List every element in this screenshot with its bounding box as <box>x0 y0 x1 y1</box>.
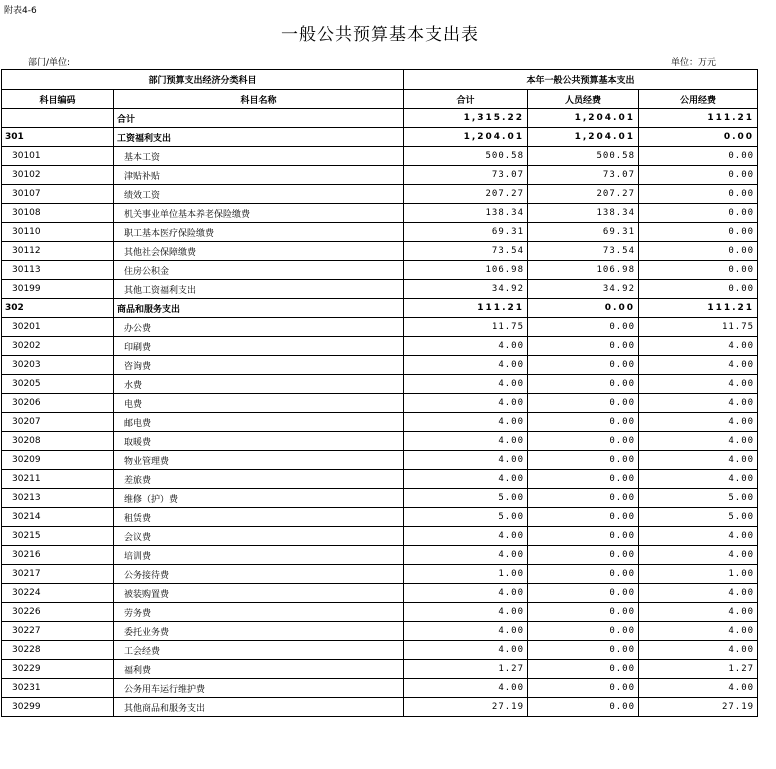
header-name: 科目名称 <box>114 90 404 109</box>
row-name: 水费 <box>114 375 404 394</box>
row-code: 30211 <box>2 470 114 489</box>
row-code: 30206 <box>2 394 114 413</box>
page-title: 一般公共预算基本支出表 <box>281 25 479 45</box>
table-row <box>2 432 758 451</box>
table-row <box>2 489 758 508</box>
row-name: 办公费 <box>114 318 404 337</box>
row-public: 4.00 <box>639 337 758 356</box>
row-personnel: 0.00 <box>528 527 639 546</box>
row-personnel: 207.27 <box>528 185 639 204</box>
row-total: 1.00 <box>404 565 528 584</box>
row-total: 106.98 <box>404 261 528 280</box>
header-code: 科目编码 <box>2 90 114 109</box>
row-total: 34.92 <box>404 280 528 299</box>
row-personnel: 0.00 <box>528 451 639 470</box>
row-total: 4.00 <box>404 603 528 622</box>
row-personnel: 73.54 <box>528 242 639 261</box>
table-row <box>2 394 758 413</box>
row-personnel: 0.00 <box>528 584 639 603</box>
row-name: 津贴补贴 <box>114 166 404 185</box>
row-personnel: 0.00 <box>528 337 639 356</box>
row-public: 4.00 <box>639 470 758 489</box>
row-personnel: 0.00 <box>528 622 639 641</box>
table-row <box>2 546 758 565</box>
row-code: 30228 <box>2 641 114 660</box>
table-row <box>2 584 758 603</box>
row-total: 69.31 <box>404 223 528 242</box>
row-name: 公务用车运行维护费 <box>114 679 404 698</box>
row-public: 0.00 <box>639 242 758 261</box>
total-personnel: 1,204.01 <box>528 109 639 128</box>
row-code: 302 <box>2 299 114 318</box>
table-row <box>2 698 758 717</box>
row-public: 4.00 <box>639 413 758 432</box>
row-personnel: 73.07 <box>528 166 639 185</box>
table-row <box>2 280 758 299</box>
row-personnel: 0.00 <box>528 375 639 394</box>
row-code: 30217 <box>2 565 114 584</box>
row-name: 物业管理费 <box>114 451 404 470</box>
table-row <box>2 527 758 546</box>
total-code <box>2 109 114 128</box>
row-public: 0.00 <box>639 261 758 280</box>
table-row <box>2 375 758 394</box>
row-name: 电费 <box>114 394 404 413</box>
row-code: 30108 <box>2 204 114 223</box>
row-total: 4.00 <box>404 356 528 375</box>
row-code: 30205 <box>2 375 114 394</box>
header-group-right: 本年一般公共预算基本支出 <box>404 70 758 90</box>
row-total: 5.00 <box>404 489 528 508</box>
row-name: 维修（护）费 <box>114 489 404 508</box>
row-public: 111.21 <box>639 299 758 318</box>
row-code: 30110 <box>2 223 114 242</box>
row-public: 0.00 <box>639 204 758 223</box>
table-row <box>2 660 758 679</box>
row-total: 1,204.01 <box>404 128 528 147</box>
row-code: 30102 <box>2 166 114 185</box>
row-name: 被装购置费 <box>114 584 404 603</box>
row-public: 0.00 <box>639 166 758 185</box>
row-code: 30201 <box>2 318 114 337</box>
row-code: 30203 <box>2 356 114 375</box>
table-row <box>2 223 758 242</box>
row-code: 30209 <box>2 451 114 470</box>
row-public: 5.00 <box>639 489 758 508</box>
row-name: 会议费 <box>114 527 404 546</box>
row-total: 4.00 <box>404 584 528 603</box>
table-row <box>2 603 758 622</box>
table-row <box>2 337 758 356</box>
row-name: 劳务费 <box>114 603 404 622</box>
row-total: 73.54 <box>404 242 528 261</box>
row-total: 4.00 <box>404 679 528 698</box>
row-public: 0.00 <box>639 147 758 166</box>
row-personnel: 0.00 <box>528 394 639 413</box>
row-name: 其他商品和服务支出 <box>114 698 404 717</box>
row-public: 4.00 <box>639 451 758 470</box>
table-row <box>2 204 758 223</box>
table-row <box>2 641 758 660</box>
row-total: 4.00 <box>404 641 528 660</box>
row-total: 4.00 <box>404 432 528 451</box>
row-personnel: 0.00 <box>528 546 639 565</box>
row-public: 1.00 <box>639 565 758 584</box>
row-personnel: 69.31 <box>528 223 639 242</box>
row-code: 30208 <box>2 432 114 451</box>
row-name: 商品和服务支出 <box>114 299 404 318</box>
row-name: 取暖费 <box>114 432 404 451</box>
row-name: 培训费 <box>114 546 404 565</box>
total-total: 1,315.22 <box>404 109 528 128</box>
row-name: 工资福利支出 <box>114 128 404 147</box>
table-row <box>2 470 758 489</box>
row-public: 0.00 <box>639 223 758 242</box>
row-personnel: 0.00 <box>528 565 639 584</box>
row-code: 30207 <box>2 413 114 432</box>
row-personnel: 106.98 <box>528 261 639 280</box>
row-personnel: 0.00 <box>528 432 639 451</box>
row-total: 4.00 <box>404 622 528 641</box>
row-public: 4.00 <box>639 603 758 622</box>
row-public: 4.00 <box>639 394 758 413</box>
row-total: 5.00 <box>404 508 528 527</box>
row-total: 138.34 <box>404 204 528 223</box>
row-total: 4.00 <box>404 337 528 356</box>
row-code: 30227 <box>2 622 114 641</box>
row-total: 73.07 <box>404 166 528 185</box>
row-total: 4.00 <box>404 394 528 413</box>
row-code: 30199 <box>2 280 114 299</box>
row-name: 工会经费 <box>114 641 404 660</box>
header-group-left: 部门预算支出经济分类科目 <box>2 70 404 90</box>
row-total: 27.19 <box>404 698 528 717</box>
row-name: 其他社会保障缴费 <box>114 242 404 261</box>
row-public: 0.00 <box>639 280 758 299</box>
row-total: 207.27 <box>404 185 528 204</box>
header-row-columns <box>2 90 758 109</box>
row-public: 4.00 <box>639 622 758 641</box>
row-code: 30112 <box>2 242 114 261</box>
category-row <box>2 128 758 147</box>
row-public: 1.27 <box>639 660 758 679</box>
row-public: 4.00 <box>639 375 758 394</box>
row-name: 机关事业单位基本养老保险缴费 <box>114 204 404 223</box>
table-row <box>2 242 758 261</box>
row-code: 30213 <box>2 489 114 508</box>
row-name: 租赁费 <box>114 508 404 527</box>
table-row <box>2 318 758 337</box>
unit-label: 单位：万元 <box>671 58 717 68</box>
header-row-group <box>2 70 758 90</box>
row-code: 30226 <box>2 603 114 622</box>
row-public: 5.00 <box>639 508 758 527</box>
row-code: 30215 <box>2 527 114 546</box>
row-personnel: 0.00 <box>528 660 639 679</box>
dept-label: 部门/单位: <box>28 58 71 68</box>
row-name: 绩效工资 <box>114 185 404 204</box>
row-total: 4.00 <box>404 527 528 546</box>
row-personnel: 138.34 <box>528 204 639 223</box>
table-row <box>2 413 758 432</box>
row-name: 住房公积金 <box>114 261 404 280</box>
table-row <box>2 147 758 166</box>
row-code: 30202 <box>2 337 114 356</box>
row-personnel: 0.00 <box>528 603 639 622</box>
header-public: 公用经费 <box>639 90 758 109</box>
row-personnel: 0.00 <box>528 679 639 698</box>
table-row <box>2 508 758 527</box>
row-public: 0.00 <box>639 128 758 147</box>
row-name: 咨询费 <box>114 356 404 375</box>
row-name: 委托业务费 <box>114 622 404 641</box>
row-personnel: 0.00 <box>528 299 639 318</box>
table-row <box>2 565 758 584</box>
table-row <box>2 166 758 185</box>
row-personnel: 0.00 <box>528 318 639 337</box>
table-row <box>2 679 758 698</box>
row-public: 27.19 <box>639 698 758 717</box>
header-total: 合计 <box>404 90 528 109</box>
row-code: 30214 <box>2 508 114 527</box>
row-personnel: 500.58 <box>528 147 639 166</box>
category-row <box>2 299 758 318</box>
row-personnel: 0.00 <box>528 489 639 508</box>
budget-table <box>1 69 758 717</box>
total-public: 111.21 <box>639 109 758 128</box>
row-total: 4.00 <box>404 413 528 432</box>
row-code: 30107 <box>2 185 114 204</box>
row-total: 4.00 <box>404 451 528 470</box>
row-total: 1.27 <box>404 660 528 679</box>
table-row <box>2 185 758 204</box>
row-name: 其他工资福利支出 <box>114 280 404 299</box>
total-row <box>2 109 758 128</box>
attachment-label: 附表4-6 <box>4 6 37 16</box>
table-row <box>2 622 758 641</box>
row-total: 11.75 <box>404 318 528 337</box>
row-code: 30229 <box>2 660 114 679</box>
row-public: 0.00 <box>639 185 758 204</box>
row-code: 30216 <box>2 546 114 565</box>
row-public: 4.00 <box>639 356 758 375</box>
row-total: 111.21 <box>404 299 528 318</box>
row-public: 4.00 <box>639 432 758 451</box>
row-public: 4.00 <box>639 679 758 698</box>
row-name: 印刷费 <box>114 337 404 356</box>
row-name: 福利费 <box>114 660 404 679</box>
row-personnel: 0.00 <box>528 413 639 432</box>
row-total: 500.58 <box>404 147 528 166</box>
row-personnel: 1,204.01 <box>528 128 639 147</box>
row-personnel: 0.00 <box>528 470 639 489</box>
row-code: 301 <box>2 128 114 147</box>
row-code: 30101 <box>2 147 114 166</box>
row-name: 公务接待费 <box>114 565 404 584</box>
row-code: 30231 <box>2 679 114 698</box>
row-name: 职工基本医疗保险缴费 <box>114 223 404 242</box>
table-row <box>2 451 758 470</box>
row-personnel: 0.00 <box>528 508 639 527</box>
row-name: 邮电费 <box>114 413 404 432</box>
row-public: 4.00 <box>639 584 758 603</box>
row-personnel: 34.92 <box>528 280 639 299</box>
table-row <box>2 356 758 375</box>
row-public: 4.00 <box>639 641 758 660</box>
row-public: 4.00 <box>639 546 758 565</box>
row-name: 差旅费 <box>114 470 404 489</box>
row-code: 30299 <box>2 698 114 717</box>
row-code: 30113 <box>2 261 114 280</box>
header-personnel: 人员经费 <box>528 90 639 109</box>
row-total: 4.00 <box>404 470 528 489</box>
row-personnel: 0.00 <box>528 356 639 375</box>
total-name: 合计 <box>114 109 404 128</box>
row-personnel: 0.00 <box>528 641 639 660</box>
table-row <box>2 261 758 280</box>
row-public: 4.00 <box>639 527 758 546</box>
row-personnel: 0.00 <box>528 698 639 717</box>
row-total: 4.00 <box>404 546 528 565</box>
row-total: 4.00 <box>404 375 528 394</box>
row-name: 基本工资 <box>114 147 404 166</box>
row-public: 11.75 <box>639 318 758 337</box>
row-code: 30224 <box>2 584 114 603</box>
